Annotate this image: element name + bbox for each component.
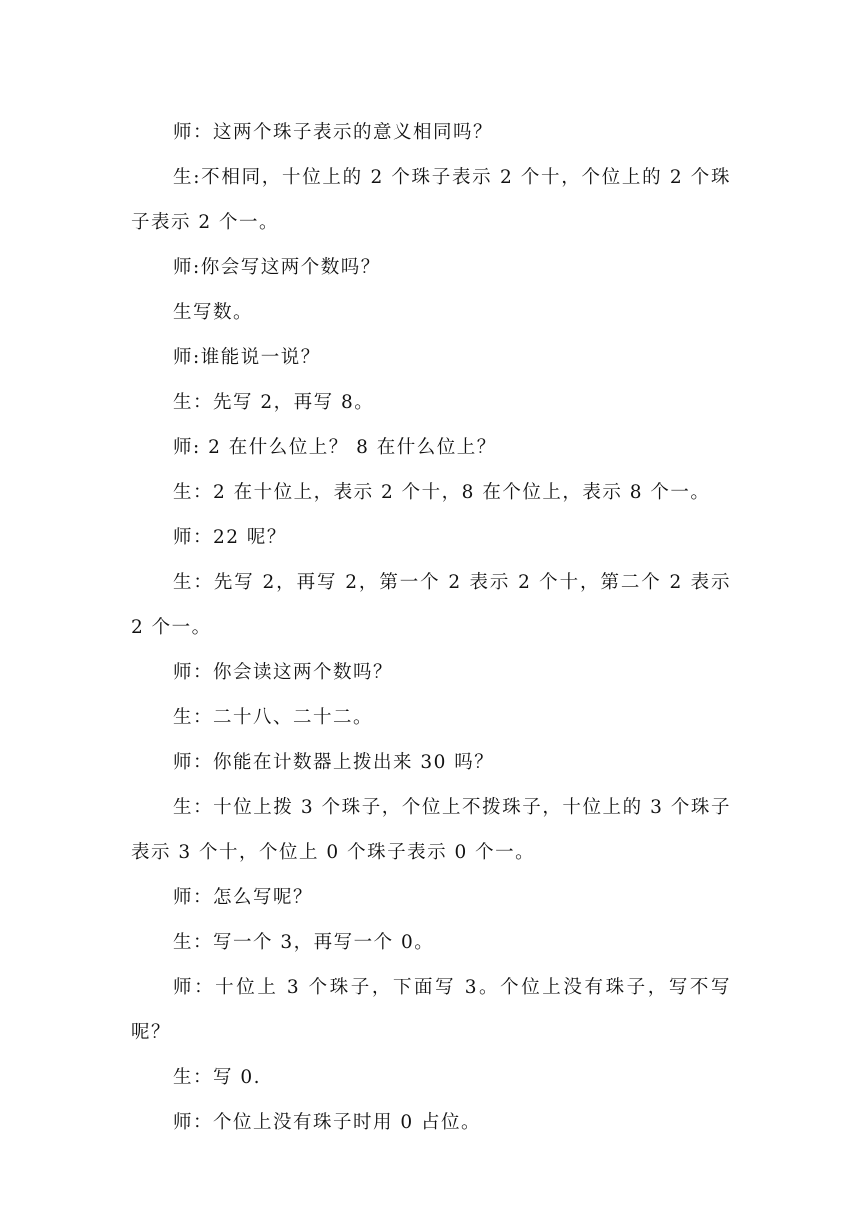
- paragraph-19: 师：个位上没有珠子时用 0 占位。: [173, 1112, 482, 1133]
- paragraph-7: 师: 2 在什么位上？ 8 在什么位上？: [173, 437, 497, 458]
- paragraph-6: 生：先写 2，再写 8。: [173, 392, 375, 413]
- paragraph-14: 生：十位上拨 3 个珠子，个位上不拨珠子，十位上的 3 个珠子表示 3 个十，个位上 0 个珠子表示 0 个一。: [131, 797, 731, 863]
- paragraph-18: 生：写 0.: [173, 1067, 262, 1088]
- paragraph-10: 生：先写 2，再写 2，第一个 2 表示 2 个十，第二个 2 表示 2 个一。: [131, 572, 731, 638]
- paragraph-12: 生：二十八、二十二。: [173, 707, 374, 728]
- paragraph-8: 生：2 在十位上，表示 2 个十，8 在个位上，表示 8 个一。: [173, 482, 711, 503]
- dialogue-text: [131, 110, 731, 1145]
- paragraph-5: 师:谁能说一说？: [173, 347, 321, 368]
- paragraph-16: 生：写一个 3，再写一个 0。: [173, 932, 435, 953]
- paragraph-13: 师：你能在计数器上拨出来 30 吗？: [173, 752, 495, 773]
- paragraph-1: 师：这两个珠子表示的意义相同吗？: [173, 122, 494, 143]
- paragraph-15: 师：怎么写呢？: [173, 887, 314, 908]
- paragraph-3: 师:你会写这两个数吗？: [173, 257, 381, 278]
- paragraph-2: 生:不相同，十位上的 2 个珠子表示 2 个十，个位上的 2 个珠子表示 2 个一。: [131, 167, 731, 233]
- paragraph-17: 师：十位上 3 个珠子，下面写 3。个位上没有珠子，写不写呢？: [131, 977, 731, 1043]
- paragraph-9: 师：22 呢？: [173, 527, 287, 548]
- paragraph-11: 师：你会读这两个数吗？: [173, 662, 394, 683]
- paragraph-4: 生写数。: [173, 302, 254, 323]
